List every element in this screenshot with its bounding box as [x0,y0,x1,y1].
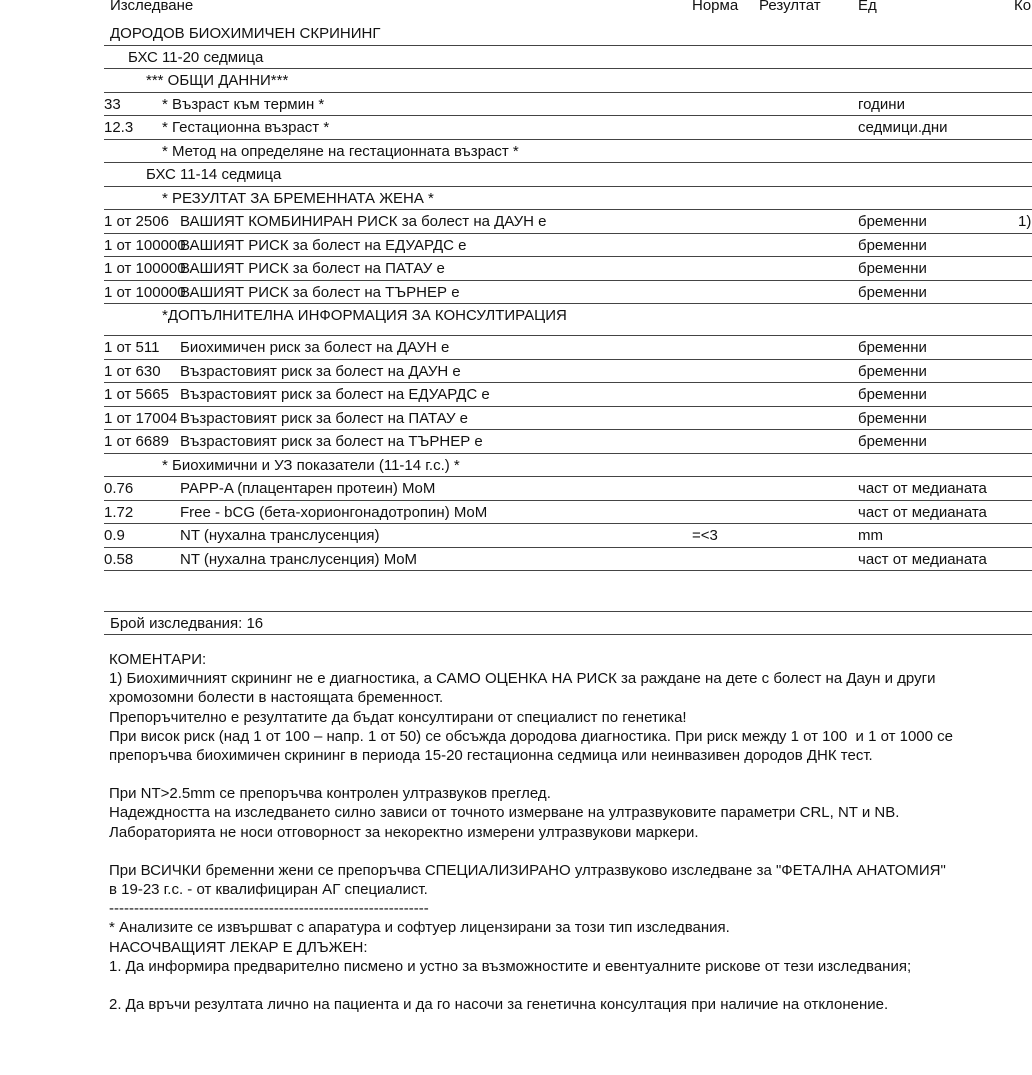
unit-value: бременни [858,386,927,403]
unit-value: бременни [858,260,927,277]
table-row [104,140,1032,164]
test-name: Биохимичен риск за болест на ДАУН е [180,339,450,356]
comments-section [109,650,1014,1014]
unit-value: бременни [858,283,927,301]
table-row [104,46,1032,70]
comment-line: ---------------------------------------------------------------- [109,900,429,918]
table-row [104,116,1032,140]
test-count [104,611,1032,635]
comment-line: Надеждността на изследването силно зависи от точното измерване на ултразвуковите параметри CRL, NT и NB. [109,804,900,822]
unit-value: част от медианата [858,550,987,568]
test-name: ВАШИЯТ КОМБИНИРАН РИСК за болест на ДАУН е [180,213,547,230]
comment-line: При ВСИЧКИ бременни жени се препоръчва СПЕЦИАЛИЗИРАНО ултразвуково изследване за "ФЕТАЛНА АНАТОМИЯ" [109,861,946,879]
unit-value: част от медианата [858,480,987,497]
comment-line [109,842,1014,861]
test-name: * Гестационна възраст * [162,119,330,136]
result-value: 1.72 [104,503,134,521]
test-name: Възрастовият риск за болест на ТЪРНЕР е [180,433,483,450]
comment-line: 1) Биохимичният скрининг не е диагностика, а САМО ОЦЕНКА НА РИСК за раждане на дете с болест на Даун и други [109,670,936,688]
result-value: 33 [104,95,121,113]
comment-line: Препоръчително е резултатите да бъдат консултирани от специалист по генетика! [109,708,687,726]
unit-value: част от медианата [858,503,987,521]
result-value: 1 от 100000 [104,260,186,277]
test-name: Възрастовият риск за болест на ДАУН е [180,362,461,380]
column-header-test: Изследване [110,0,194,14]
comment-line: При висок риск (над 1 от 100 – напр. 1 от 50) се обсъжда дородова диагностика. При риск между 1 от 100 и 1 от 1000 се [109,727,954,745]
comment-line: 2. Да връчи резултата лично на пациента и да го насочи за генетична консултация при наличие на отклонение. [109,996,889,1014]
comment-ref: 1) [1018,213,1032,230]
test-name: * Метод на определяне на гестационната възраст * [162,142,519,160]
test-name: * Биохимични и УЗ показатели (11-14 г.с.) * [162,456,460,474]
result-value: 1 от 100000 [104,283,186,301]
table-row [104,22,1032,46]
test-name: NT (нухална транслусенция) [180,527,380,544]
table-row [104,304,1032,336]
norm-value: =<3 [692,527,718,544]
unit-value: бременни [858,339,927,356]
comment-line: * Анализите се извършват с апаратура и софтуер лицензирани за този тип изследвания. [109,919,730,937]
column-header-norm: Норма [692,0,739,14]
comment-line: хромозомни болести в настоящата бременност. [109,689,444,707]
test-name: Възрастовият риск за болест на ПАТАУ е [180,409,469,427]
table-row [104,360,1032,384]
table-row [104,187,1032,211]
table-header [0,0,1032,22]
comment-line: При NT>2.5mm се препоръчва контролен ултразвуков преглед. [109,785,551,803]
test-name: PAPP-A (плацентарен протеин) MoM [180,480,436,497]
test-name: *** ОБЩИ ДАННИ*** [146,72,289,89]
test-name: * РЕЗУЛТАТ ЗА БРЕМЕННАТА ЖЕНА * [162,189,434,207]
comment-line [109,976,1014,995]
test-name: Възрастовият риск за болест на ЕДУАРДС е [180,386,490,403]
table-row [104,210,1032,234]
table-row [104,234,1032,258]
test-name: ДОРОДОВ БИОХИМИЧЕН СКРИНИНГ [110,25,381,42]
table-row [104,281,1032,305]
result-value: 1 от 630 [104,362,161,380]
test-name: БХС 11-14 седмица [146,166,282,183]
table-row [104,477,1032,501]
test-name: * Възраст към термин * [162,95,325,113]
table-row [104,407,1032,431]
test-name: Free - bCG (бета-хорионгонадотропин) MoM [180,503,488,521]
result-value: 0.58 [104,550,134,568]
column-header-result: Резултат [759,0,821,14]
unit-value: седмици.дни [858,119,948,136]
unit-value: бременни [858,236,927,254]
result-value: 0.76 [104,480,134,497]
column-header-unit: Ед [858,0,877,14]
unit-value: бременни [858,362,927,380]
unit-value: бременни [858,433,927,450]
results-table [104,22,1032,571]
comment-line: 1. Да информира предварително писмено и устно за възможностите и евентуалните рискове от тези изследвания; [109,957,912,975]
comment-line: препоръчва биохимичен скрининг в периода 15-20 гестационна седмица или неинвазивен дородов ДНК тест. [109,747,873,765]
test-count-label: Брой изследвания: 16 [110,615,264,632]
comment-line: КОМЕНТАРИ: [109,651,207,668]
table-row [104,430,1032,454]
result-value: 1 от 17004 [104,409,178,427]
result-value: 1 от 5665 [104,386,169,403]
table-row [104,69,1032,93]
comment-line: НАСОЧВАЩИЯТ ЛЕКАР Е ДЛЪЖЕН: [109,938,368,956]
result-value: 0.9 [104,527,125,544]
result-value: 1 от 511 [104,339,160,356]
test-name: ВАШИЯТ РИСК за болест на ПАТАУ е [180,260,445,277]
table-row [104,257,1032,281]
test-name: БХС 11-20 седмица [128,48,264,66]
test-name: NT (нухална транслусенция) MoM [180,550,418,568]
table-row [104,501,1032,525]
unit-value: mm [858,527,883,544]
table-row [104,383,1032,407]
comment-line: Лабораторията не носи отговорност за некоректно измерени ултразвукови маркери. [109,823,699,841]
test-name: ВАШИЯТ РИСК за болест на ЕДУАРДС е [180,236,467,254]
result-value: 12.3 [104,119,134,136]
table-row [104,93,1032,117]
result-value: 1 от 2506 [104,213,169,230]
unit-value: години [858,95,905,113]
unit-value: бременни [858,213,927,230]
result-value: 1 от 100000 [104,236,186,254]
column-header-ko: Ко [1014,0,1032,14]
unit-value: бременни [858,409,927,427]
result-value: 1 от 6689 [104,433,169,450]
comment-line [109,765,1014,784]
table-row [104,336,1032,360]
table-row [104,163,1032,187]
table-row [104,548,1032,572]
comment-line: в 19-23 г.с. - от квалифициран АГ специалист. [109,881,428,899]
table-row [104,454,1032,478]
test-name: ВАШИЯТ РИСК за болест на ТЪРНЕР е [180,283,460,301]
table-row [104,524,1032,548]
test-name: *ДОПЪЛНИТЕЛНА ИНФОРМАЦИЯ ЗА КОНСУЛТИРАЦИЯ [162,307,567,324]
